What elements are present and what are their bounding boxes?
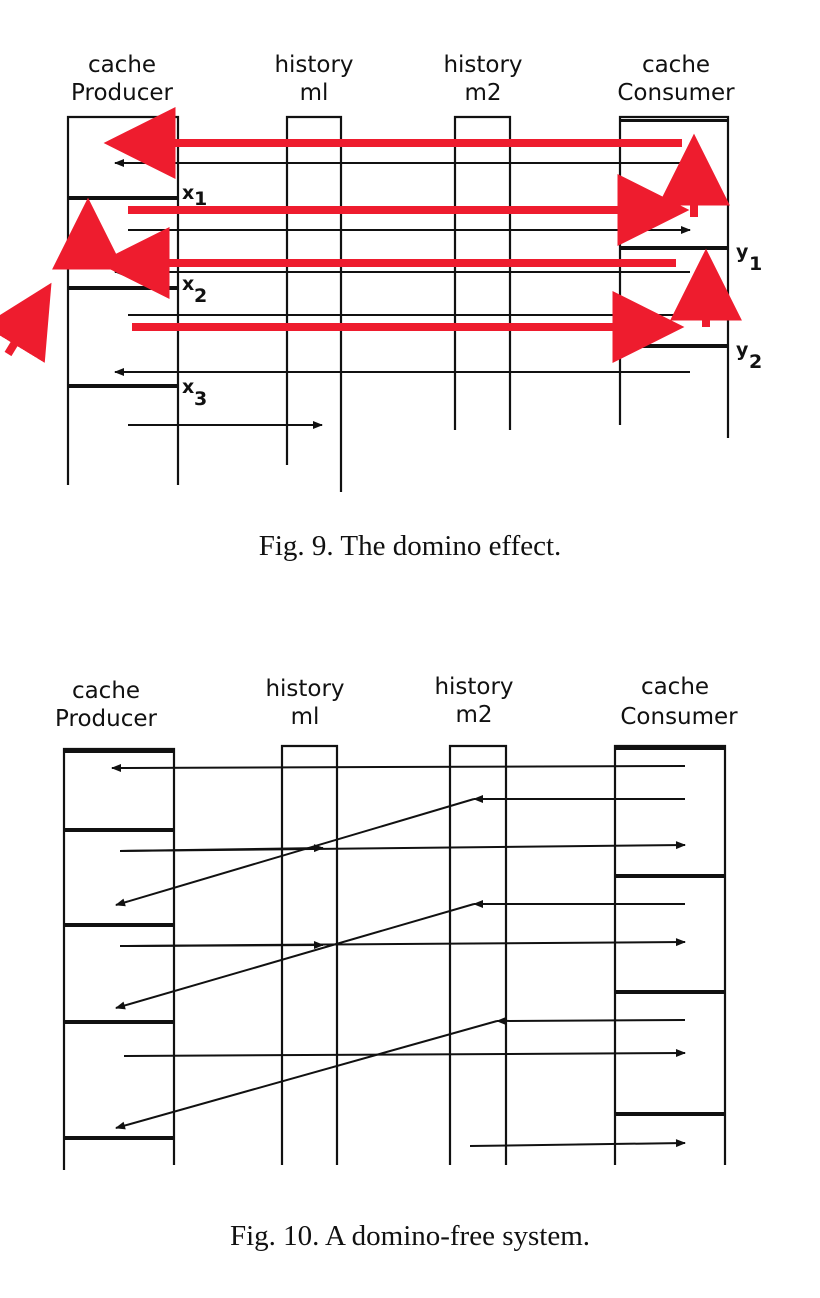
svg-text:2: 2 [749, 351, 763, 373]
svg-text:Producer: Producer [55, 706, 157, 732]
message-arrow [497, 1020, 685, 1021]
checkpoint-bar-producer [64, 828, 174, 832]
figure-9-caption: Fig. 9. The domino effect. [258, 530, 562, 562]
svg-text:history: history [265, 676, 345, 702]
consumer-column [615, 746, 725, 1165]
svg-text:Producer: Producer [71, 80, 173, 106]
svg-text:cache: cache [640, 674, 710, 700]
checkpoint-label-y2 [736, 339, 762, 373]
checkpoint-bar-x3 [68, 384, 178, 388]
message-arrow [116, 799, 474, 905]
checkpoint-label-y1 [736, 241, 762, 275]
column-label-history-m2 [443, 52, 522, 106]
figure-10-domino-free [0, 640, 820, 1180]
svg-text:history: history [443, 52, 523, 78]
checkpoint-label-x3 [182, 376, 207, 410]
svg-text:x: x [182, 376, 195, 398]
svg-text:x: x [182, 182, 195, 204]
checkpoint-bar-y2 [620, 344, 728, 348]
producer-column [68, 117, 178, 485]
svg-text:ml: ml [290, 704, 320, 730]
checkpoint-bar-producer [64, 749, 174, 753]
checkpoint-bar-consumer [615, 1112, 725, 1116]
history-m2-column [450, 746, 506, 1165]
figure-10-diagram [0, 640, 820, 1180]
svg-text:history: history [434, 674, 514, 700]
message-arrow [120, 945, 323, 946]
message-arrow [124, 1053, 685, 1056]
checkpoint-bar-producer [64, 923, 174, 927]
svg-text:1: 1 [194, 188, 208, 210]
svg-text:y: y [736, 339, 749, 361]
svg-text:cache: cache [71, 678, 141, 704]
column-label-cache-consumer [620, 674, 738, 730]
checkpoint-bar-y1 [620, 246, 728, 250]
column-label-cache-producer [71, 52, 173, 106]
column-label-cache-producer [55, 678, 157, 732]
svg-text:x: x [182, 273, 195, 295]
svg-text:history: history [274, 52, 354, 78]
svg-text:Consumer: Consumer [620, 704, 738, 730]
column-label-history-m2 [434, 674, 513, 728]
checkpoint-bar-x1 [68, 196, 178, 200]
consumer-column [620, 117, 728, 438]
svg-text:m2: m2 [464, 80, 502, 106]
message-arrow [116, 904, 474, 1008]
history-m1-column [282, 746, 337, 1165]
message-arrow [112, 766, 685, 768]
svg-text:cache: cache [87, 52, 157, 78]
checkpoint-bar-producer [64, 1136, 174, 1140]
svg-text:cache: cache [641, 52, 711, 78]
checkpoint-label-x2 [182, 273, 207, 307]
checkpoint-bar-producer [64, 1020, 174, 1024]
column-label-history-m1 [274, 52, 353, 106]
producer-column [64, 749, 174, 1170]
column-label-history-m1 [265, 676, 344, 730]
checkpoint-bar-consumer [615, 874, 725, 878]
figure-9-domino-effect [0, 0, 820, 520]
checkpoint-label-x1 [182, 182, 207, 210]
figure-10-caption: Fig. 10. A domino-free system. [229, 1220, 591, 1252]
svg-text:3: 3 [194, 388, 208, 410]
svg-text:m2: m2 [455, 702, 493, 728]
checkpoint-bar-consumer [615, 746, 725, 750]
message-arrow [470, 1143, 685, 1146]
checkpoint-bar-consumer [615, 990, 725, 994]
history-m1-column [287, 117, 341, 492]
svg-text:ml: ml [299, 80, 329, 106]
svg-text:2: 2 [194, 285, 208, 307]
figure-9-diagram [0, 0, 820, 520]
checkpoint-bar-x2 [68, 286, 178, 290]
svg-text:1: 1 [749, 253, 763, 275]
red-pointer-arrow [8, 295, 44, 354]
svg-text:y: y [736, 241, 749, 263]
svg-text:Consumer: Consumer [617, 80, 735, 106]
column-label-cache-consumer [617, 52, 735, 106]
checkpoint-bar-consumer-top [620, 119, 728, 122]
